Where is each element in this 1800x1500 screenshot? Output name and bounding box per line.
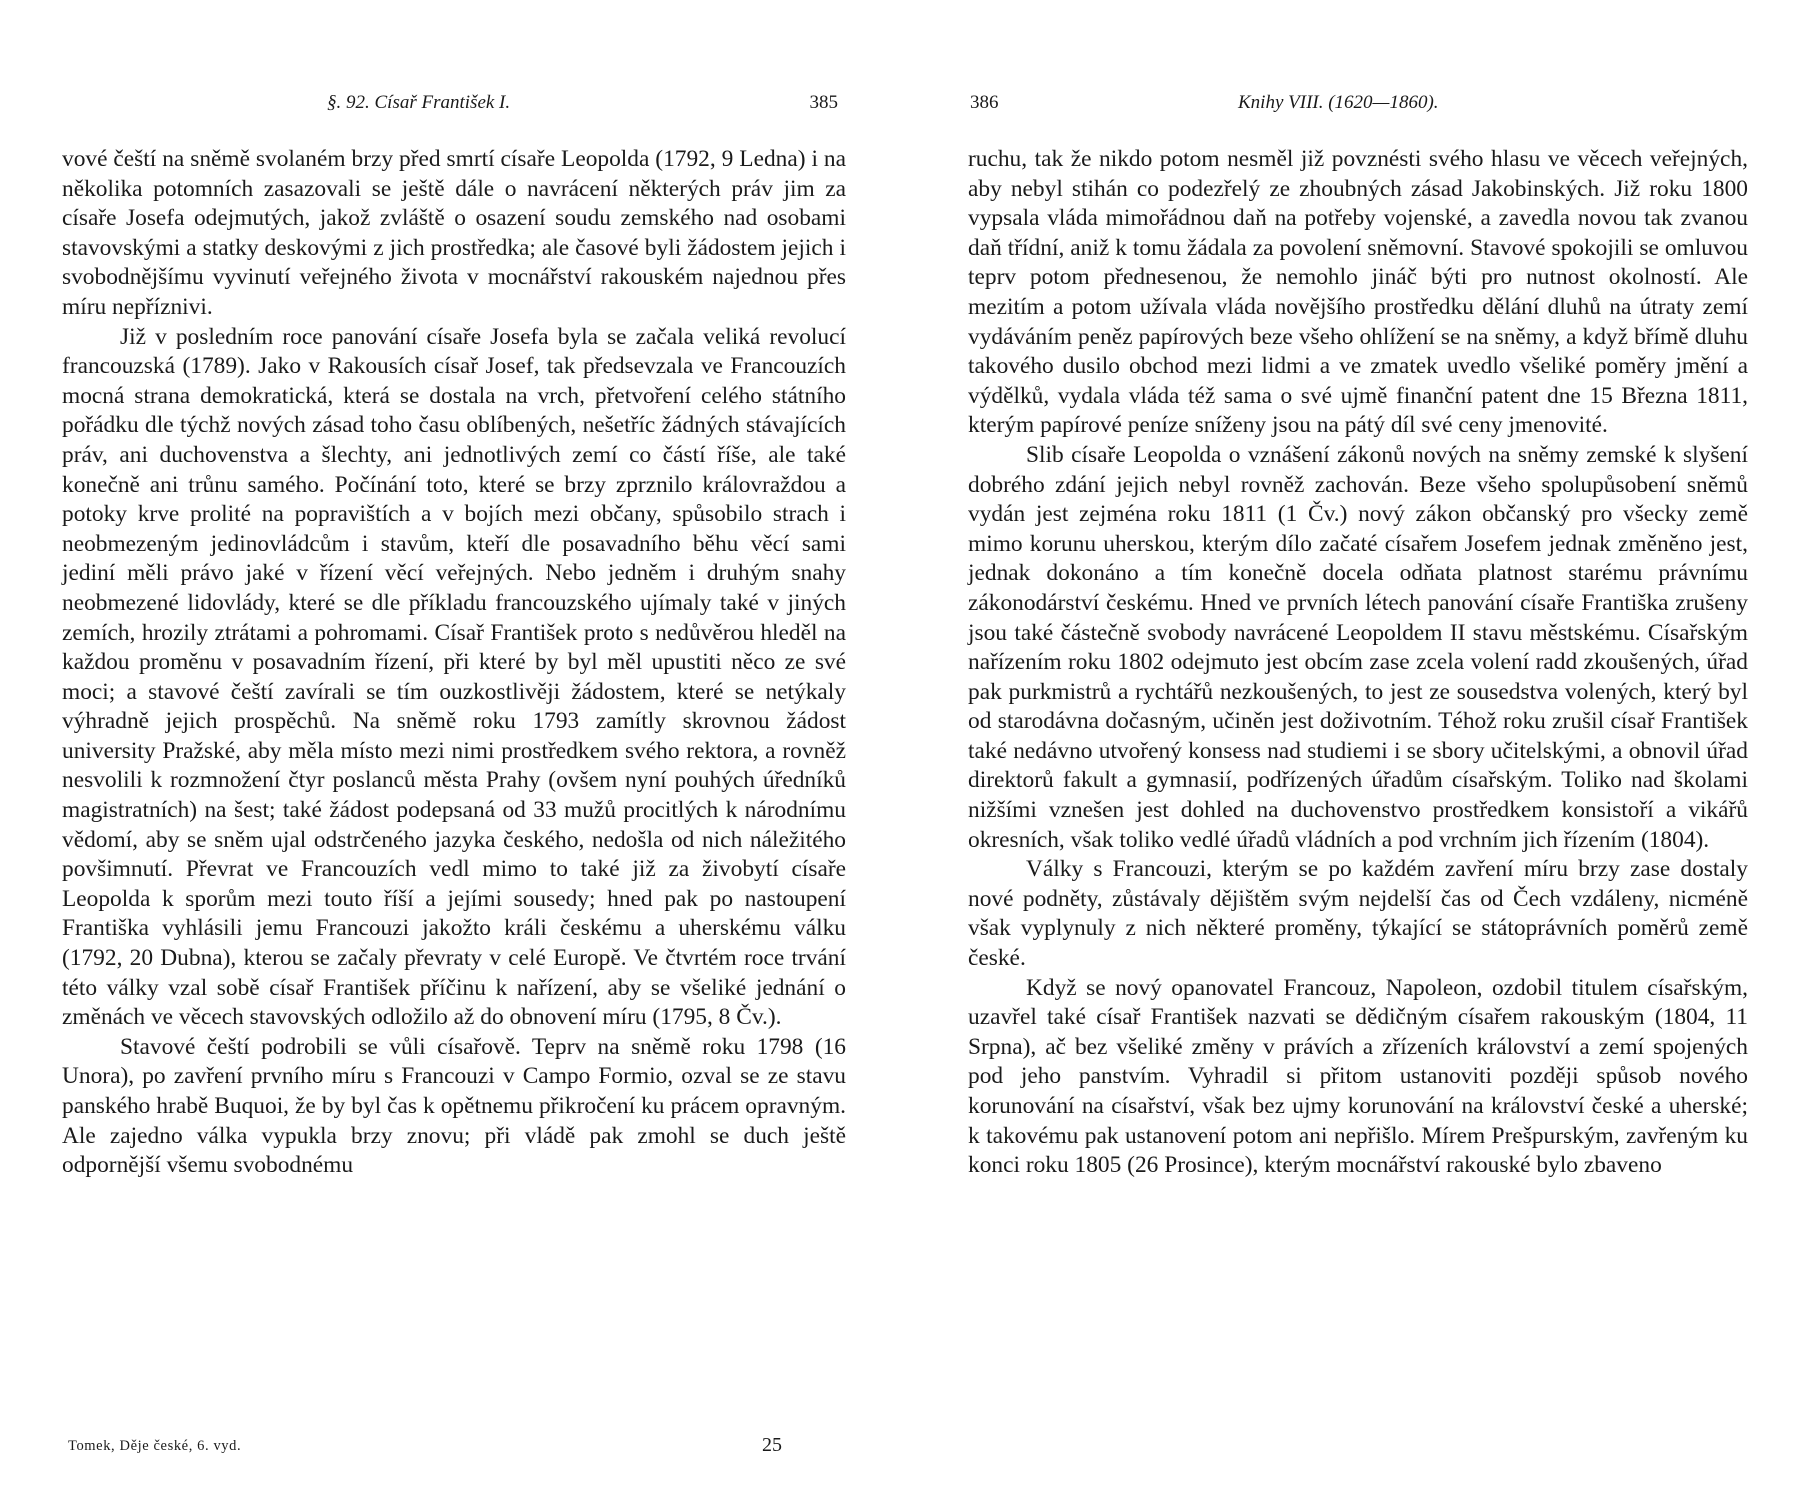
running-head-title: §. 92. Císař František I. xyxy=(327,92,511,113)
page-number: 385 xyxy=(809,92,838,113)
sheet-number: 25 xyxy=(762,1434,782,1456)
page-footer xyxy=(62,1436,846,1460)
paragraph: ruchu, tak že nikdo potom nesměl již povznésti svého hlasu ve věcech veřejných, aby nebyl stihán co podezřelý ze zhoubných zásad Jakobinských. Již roku 1800 vypsala vláda mimořádnou daň na potřeby vojenské, a zavedla novou tak zvanou daň třídní, aniž k tomu žádala za povolení sněmovní. Stavové spokojili se omluvou teprv potom přednesenou, že nemohlo jináč býti pro nutnost okolností. Ale mezitím a potom užívala vláda novějšího prostředku dělání dluhů na útraty zemí vydáváním peněz papírových beze všeho ohlížení se na sněmy, a když břímě dluhu takového dusilo obchod mezi lidmi a ve zmatek uvedlo všeliké poměry jmění a výdělků, vydala vláda též sama o své ujmě finanční patent dne 15 Března 1811, kterým papírové peníze sníženy jsou na pátý díl své ceny jmenovité. xyxy=(968,146,1748,439)
paragraph: Války s Francouzi, kterým se po každém zavření míru brzy zase dostaly nové podněty, zůstávaly dějištěm svým nejdelší čas od Čech vzdáleny, nicméně však vyplynuly z nich některé proměny, týkající se státoprávních poměrů země české. xyxy=(968,856,1748,972)
running-head-title: Knihy VIII. (1620—1860). xyxy=(1238,92,1439,113)
body-text xyxy=(968,145,1748,1181)
paragraph: vové čeští na sněmě svolaném brzy před smrtí císaře Leopolda (1792, 9 Ledna) i na několika potomních zasazovali se ještě dále o navrácení některých práv jim za císaře Josefa odejmutých, jakož zvláště o osazení soudu zemského nad osobami stavovskými a statky deskovými z jich prostředka; ale časové byli žádostem jejich i svobodnějšímu vyvinutí veřejného života v mocnářství rakouském najednou přes míru nepříznivi. xyxy=(62,146,846,320)
page-number: 386 xyxy=(970,92,999,113)
paragraph: Již v posledním roce panování císaře Josefa byla se začala veliká revolucí francouzská (1789). Jako v Rakousích císař Josef, tak předsevzala ve Francouzích mocná strana demokratická, která se dostala na vrch, přetvoření celého státního pořádku dle týchž nových zásad toho času oblíbených, nešetříc žádných stávajících práv, ani duchovenstva a šlechty, ani jednotlivých zemí co částí říše, ale také konečně ani trůnu samého. Počínání toto, které se brzy zprznilo královraždou a potoky krve prolité na popravištích a v bojích mezi občany, spůsobilo strach i neobmezeným jedinovládcům i stavům, kteří dle posavadního běhu věcí sami jediní měli právo jaké v řízení věcí veřejných. Nebo jedněm i druhým snahy neobmezené lidovlády, které se dle příkladu francouzského ujímaly také v jiných zemích, hrozily ztrátami a pohromami. Císař František proto s nedůvěrou hleděl na každou proměnu v posavadním řízení, při které by byl měl upustiti něco ze své moci; a stavové čeští zavírali se tím ouzkostlivěji žádostem, které se netýkaly výhradně jejich prospěchů. Na sněmě roku 1793 zamítly skrovnou žádost university Pražské, aby měla místo mezi nimi prostředkem svého rektora, a rovněž nesvolili k rozmnožení čtyr poslanců města Prahy (ovšem nyní pouhých úředníků magistratních) na šest; také žádost podepsaná od 33 mužů procitlých k národnímu vědomí, aby se sněm ujal odstrčeného jazyka českého, nedošla od nich náležitého povšimnutí. Převrat ve Francouzích vedl mimo to také již za živobytí císaře Leopolda k sporům mezi touto říší a jejími sousedy; hned pak po nastoupení Františka vyhlásili jemu Francouzi jakožto králi českému a uherskému válku (1792, 20 Dubna), kterou se začaly převraty v celé Europě. Ve čtvrtém roce trvání této války vzal sobě císař František příčinu k nařízení, aby se všeliké jednání o změnách ve věcech stavovských odložilo až do obnovení míru (1795, 8 Čv.). xyxy=(62,323,846,1031)
footer-signature: Tomek, Děje české, 6. vyd. xyxy=(68,1438,242,1454)
running-head xyxy=(968,92,1748,122)
paragraph: Stavové čeští podrobili se vůli císařově. Teprv na sněmě roku 1798 (16 Unora), po zavření prvního míru s Francouzi v Campo Formio, ozval se ze stavu panského hrabě Buquoi, že by byl čas k opětnemu přikročení ku prácem opravným. Ale zajedno válka vypukla brzy znovu; při vládě pak zmohl se duch ještě odpornější všemu svobodnému xyxy=(62,1033,846,1179)
paragraph: Slib císaře Leopolda o vznášení zákonů nových na sněmy zemské k slyšení dobrého zdání jejich nebyl rovněž zachován. Beze všeho spolupůsobení sněmů vydán jest zejména roku 1811 (1 Čv.) nový zákon občanský pro všecky země mimo korunu uherskou, kterým dílo začaté císařem Josefem jednak změněno jest, jednak dokonáno a tím konečně docela odňata platnost starému právnímu zákonodárství českému. Hned ve prvních létech panování císaře Františka zrušeny jsou také částečně svobody navrácené Leopoldem II stavu městskému. Císařským nařízením roku 1802 odejmuto jest obcím zase zcela volení radd zkoušených, úřad pak purkmistrů a rychtářů nezkoušených, to jest ze sousedstva volených, který byl od starodávna dočasným, učiněn jest doživotním. Téhož roku zrušil císař František také nedávno utvořený konsess nad studiemi i se sbory učitelskými, a obnovil úřad direktorů fakult a gymnasií, podřízených úřadům císařským. Toliko nad školami nižšími vznešen jest dohled na duchovenstvo prostředkem konsistoří a vikářů okresních, však toliko vedlé úřadů vládních a pod vrchním jich řízením (1804). xyxy=(968,441,1748,853)
running-head xyxy=(62,92,846,122)
right-page xyxy=(968,0,1748,1500)
left-page xyxy=(62,0,846,1500)
paragraph: Když se nový opanovatel Francouz, Napoleon, ozdobil titulem císařským, uzavřel také císař František nazvati se dědičným císařem rakouským (1804, 11 Srpna), ač bez všeliké změny v právích a zřízeních království a zemí spojených pod jeho panstvím. Vyhradil si přitom ustanoviti později spůsob nového korunování na císařství, však bez ujmy korunování na království české a uherské; k takovému pak ustanovení potom ani nepřišlo. Mírem Prešpurským, zavřeným ku konci roku 1805 (26 Prosince), kterým mocnářství rakouské bylo zbaveno xyxy=(968,974,1748,1179)
body-text xyxy=(62,145,846,1181)
